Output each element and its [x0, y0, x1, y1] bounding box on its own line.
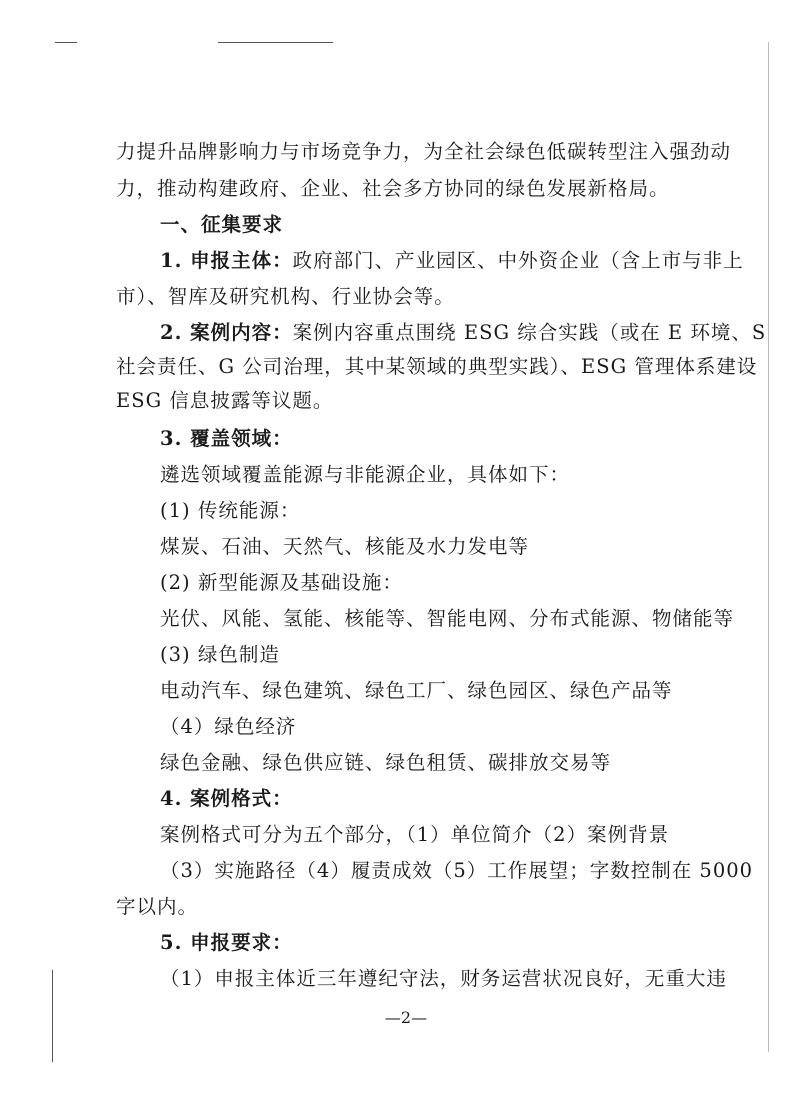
list-subheading: （4）绿色经济 — [160, 715, 297, 738]
page-number: —2— — [384, 1008, 428, 1027]
item-2-line — [160, 318, 767, 348]
paragraph-line: 遴选领域覆盖能源与非能源企业，具体如下： — [160, 463, 571, 486]
scan-mark-top-left — [55, 42, 77, 43]
paragraph-line: ESG 信息披露等议题。 — [116, 389, 334, 412]
paragraph-line: 市）、智库及研究机构、行业协会等。 — [116, 285, 455, 308]
list-subheading: (1) 传统能源： — [160, 499, 301, 522]
paragraph-line: 案例格式可分为五个部分，（1）单位简介（2）案例背景 — [160, 823, 670, 846]
scan-mark-right — [768, 42, 769, 1052]
paragraph-line: 力提升品牌影响力与市场竞争力，为全社会绿色低碳转型注入强劲动 — [116, 140, 732, 163]
list-content: 煤炭、石油、天然气、核能及水力发电等 — [160, 535, 530, 558]
list-subheading: (2) 新型能源及基础设施： — [160, 571, 403, 594]
list-content: 光伏、风能、氢能、核能等、智能电网、分布式能源、物储能等 — [160, 607, 735, 630]
item-5-heading: 5. 申报要求： — [160, 931, 293, 954]
scan-mark-top — [218, 42, 333, 43]
item-2-text: 案例内容重点围绕 ESG 综合实践（或在 E 环境、S — [292, 321, 767, 344]
paragraph-line: 力，推动构建政府、企业、社会多方协同的绿色发展新格局。 — [116, 177, 670, 200]
item-3-heading: 3. 覆盖领域： — [160, 427, 293, 450]
list-content: 绿色金融、绿色供应链、绿色租赁、碳排放交易等 — [160, 751, 612, 774]
paragraph-line: 社会责任、G 公司治理，其中某领域的典型实践）、ESG 管理体系建设 — [116, 355, 758, 378]
paragraph-line: 字以内。 — [116, 895, 199, 918]
item-1-text: 政府部门、产业园区、中外资企业（含上市与非上 — [292, 249, 744, 272]
item-1-label: 1. 申报主体： — [160, 249, 293, 272]
paragraph-line: （3）实施路径（4）履责成效（5）工作展望；字数控制在 5000 — [160, 859, 754, 882]
list-content: 电动汽车、绿色建筑、绿色工厂、绿色园区、绿色产品等 — [160, 679, 673, 702]
item-4-heading: 4. 案例格式： — [160, 787, 293, 810]
section-heading: 一、征集要求 — [160, 213, 284, 236]
item-1-line — [160, 246, 750, 276]
paragraph-line: （1）申报主体近三年遵纪守法，财务运营状况良好，无重大违 — [160, 967, 727, 990]
list-subheading: (3) 绿色制造 — [160, 643, 280, 666]
item-2-label: 2. 案例内容： — [160, 321, 293, 344]
